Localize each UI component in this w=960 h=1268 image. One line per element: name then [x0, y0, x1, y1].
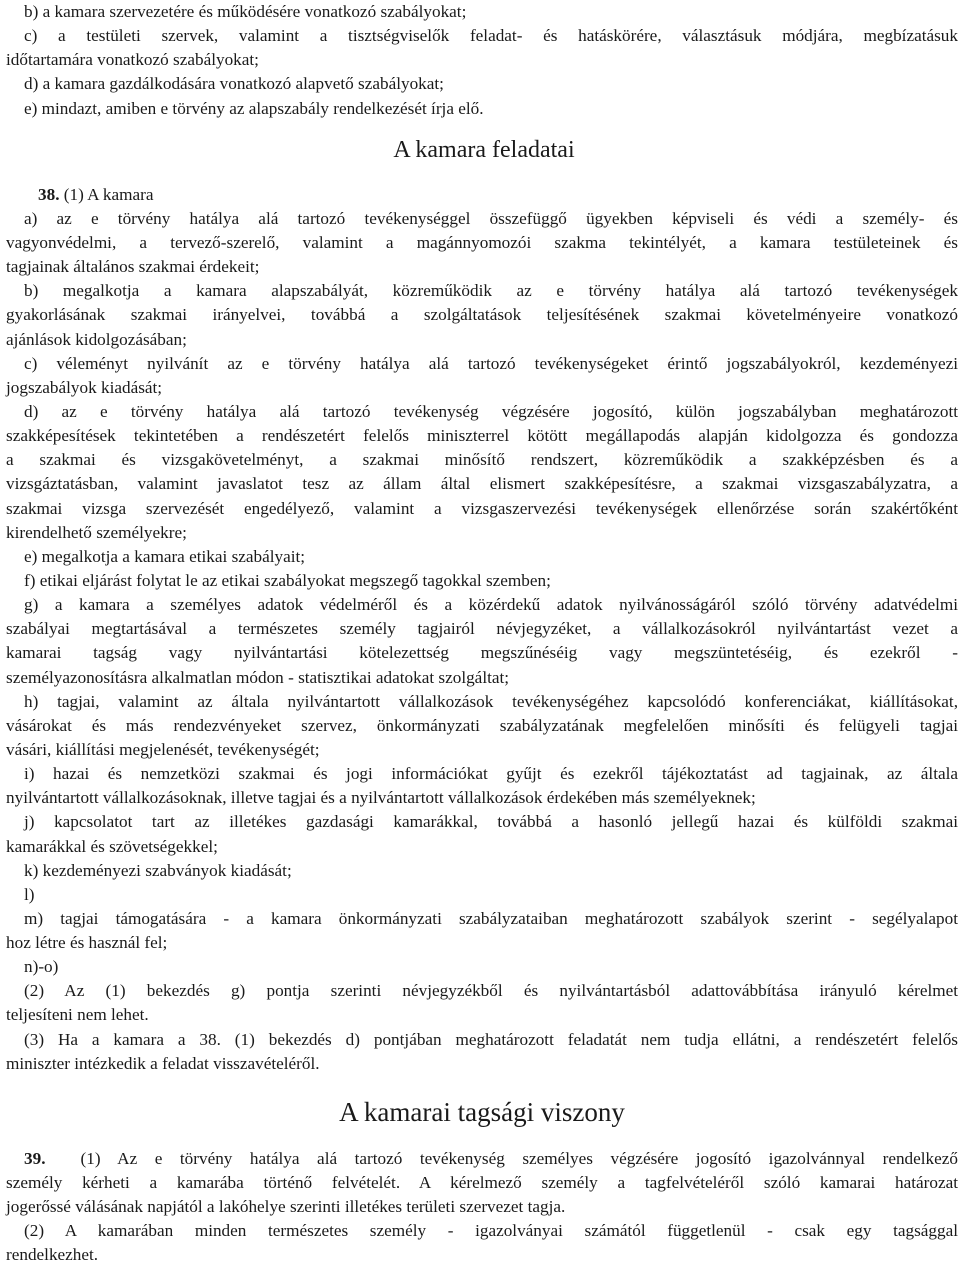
paragraph-line: kamarai tagság vagy nyilvántartási kötelezettség megszűnéséig vagy megszüntetéséig, és ezekről - [6, 643, 958, 663]
paragraph-line: miniszter intézkedik a feladat visszavételéről. [6, 1053, 320, 1073]
paragraph-line: d) az e törvény hatálya alá tartozó tevékenység végzésére jogosító, külön jogszabályban meghatározott [24, 401, 958, 421]
section-heading-tagsagi-viszony: A kamarai tagsági viszony [339, 1096, 625, 1127]
section-39-body [6, 1147, 958, 1268]
paragraph-line: (2) Az (1) bekezdés g) pontja szerinti névjegyzékből és nyilvántartásból adattovábbítása irányuló kérelmet [24, 981, 958, 1001]
intro-line: e) mindazt, amiben e törvény az alapszabály rendelkezését írja elő. [24, 98, 484, 118]
paragraph-line: szakmai vizsga szervezését engedélyező, valamint a vizsgaszervezési tevékenységek ellenőrzése során szakértőként [6, 498, 958, 518]
paragraph-text: (1) Az e törvény hatálya alá tartozó tevékenység személyes végzésére jogosító igazolvánnyal rendelkező [45, 1148, 958, 1168]
paragraph-line: l) [24, 884, 35, 904]
paragraph-line: (3) Ha a kamara a 38. (1) bekezdés d) pontjában meghatározott feladatát nem tudja ellátni, a rendészetért felelős [24, 1029, 958, 1049]
paragraph-line: jogszabályok kiadását; [6, 377, 163, 397]
paragraph-line: vásárokat és más rendezvényeket szervez, önkormányzati szabályzatának megfelelően minősíti és felügyeli tagjai [6, 715, 958, 735]
paragraph-line: személyazonosításra alkalmatlan módon - statisztikai adatokat szolgáltat; [6, 667, 510, 687]
paragraph-line: n)-o) [24, 957, 59, 977]
document-page [6, 0, 958, 1268]
paragraph-line: j) kapcsolatot tart az illetékes gazdasági kamarákkal, továbbá a hasonló jellegű hazai és külföldi szakmai [24, 812, 958, 832]
paragraph-line: vagyonvédelmi, a tervező-szerelő, valamint a magánnyomozói szakma tekintélyét, a kamara testületeinek és [6, 232, 958, 252]
section-number: 38. [38, 184, 60, 204]
paragraph-line: vizsgáztatásban, valamint javaslatot tesz az állam által elismert szakképesítésre, a szakmai vizsgaszabályzatra, a [6, 474, 958, 494]
paragraph-line: teljesíteni nem lehet. [6, 1005, 149, 1025]
paragraph-line: kamarákkal és szövetségekkel; [6, 836, 218, 856]
paragraph-line: jogerőssé válásának napjától a lakóhelye szerinti illetékes területi szervezet tagja. [6, 1197, 566, 1217]
paragraph-line: vásári, kiállítási megjelenését, tevékenységét; [6, 739, 320, 759]
paragraph-line: (2) A kamarában minden természetes személy - igazolványai számától függetlenül - csak egy tagsággal [24, 1221, 958, 1241]
paragraph-line: e) megalkotja a kamara etikai szabályait; [24, 546, 306, 566]
intro-line: c) a testületi szervek, valamint a tisztségviselők feladat- és hatáskörére, választásuk módjára, megbízatásuk [24, 26, 958, 46]
paragraph-line: m) tagjai támogatására - a kamara önkormányzati szabályzataiban meghatározott szabályok szerint - segélyalapot [24, 908, 958, 928]
paragraph-line: i) hazai és nemzetközi szakmai és jogi információkat gyűjt és ezekről tájékoztatást ad tagjainak, az általa [24, 764, 958, 784]
section-number: 39. [24, 1148, 46, 1168]
paragraph-line: szakképesítések tekintetében a rendészetért felelős miniszterrel kötött megállapodás alapján kidolgozza és gondozza [6, 426, 958, 446]
paragraph-line: a) az e törvény hatálya alá tartozó tevékenységgel összefüggő ügyekben képviseli és védi a személy- és [24, 208, 958, 228]
section-38-subtitle: (1) A kamara [59, 184, 154, 204]
paragraph-line: gyakorlásának szakmai irányelvei, továbbá a szolgáltatások teljesítésének szakmai követelményeire vonatkozó [6, 305, 958, 325]
intro-line: d) a kamara gazdálkodására vonatkozó alapvető szabályokat; [24, 74, 444, 94]
paragraph-line: kirendelhető személyekre; [6, 522, 187, 542]
paragraph-line: f) etikai eljárást folytat le az etikai szabályokat megszegő tagokkal szemben; [24, 570, 551, 590]
intro-line: b) a kamara szervezetére és működésére vonatkozó szabályokat; [24, 2, 467, 21]
section-38-title [6, 183, 958, 207]
paragraph-line: nyilvántartott vállalkozásoknak, illetve tagjai és a nyilvántartott vállalkozások érdekében más személyeknek; [6, 788, 756, 808]
paragraph-line: b) megalkotja a kamara alapszabályát, közreműködik az e törvény hatálya alá tartozó tevékenységek [24, 281, 958, 301]
paragraph-line: g) a kamara a személyes adatok védelméről és a közérdekű adatok nyilvánosságáról szóló törvény adatvédelmi [24, 595, 958, 615]
paragraph-line: a szakmai és vizsgakövetelményt, a szakmai minősítő rendszert, közreműködik a szakképzésben és a [6, 450, 958, 470]
paragraph-line: k) kezdeményezi szabványok kiadását; [24, 860, 292, 880]
intro-line: időtartamára vonatkozó szabályokat; [6, 50, 259, 70]
paragraph-line: hoz létre és használ fel; [6, 933, 168, 953]
paragraph-line: tagjainak általános szakmai érdekeit; [6, 257, 260, 277]
section-39-first-line [6, 1147, 958, 1171]
paragraph-line: szabályai megtartásával a természetes személy tagjairól névjegyzéket, a vállalkozásokról nyilvántartást vezet a [6, 619, 958, 639]
paragraph-line: c) véleményt nyilvánít az e törvény hatálya alá tartozó tevékenységeket érintő jogszabályokról, kezdeményezi [24, 353, 958, 373]
paragraph-line: h) tagjai, valamint az általa nyilvántartott vállalkozások tevékenységéhez kapcsolódó konferenciákat, kiállításokat, [24, 691, 958, 711]
section-38-body [6, 207, 958, 1076]
paragraph-line: ajánlások kidolgozásában; [6, 329, 187, 349]
section-heading-kamara-feladatai: A kamara feladatai [393, 136, 575, 163]
paragraph-line: személy kérheti a kamarába történő felvételét. A kérelmező személy a tagfelvételéről szóló kamarai határozat [6, 1173, 958, 1193]
paragraph-line: rendelkezhet. [6, 1245, 99, 1265]
